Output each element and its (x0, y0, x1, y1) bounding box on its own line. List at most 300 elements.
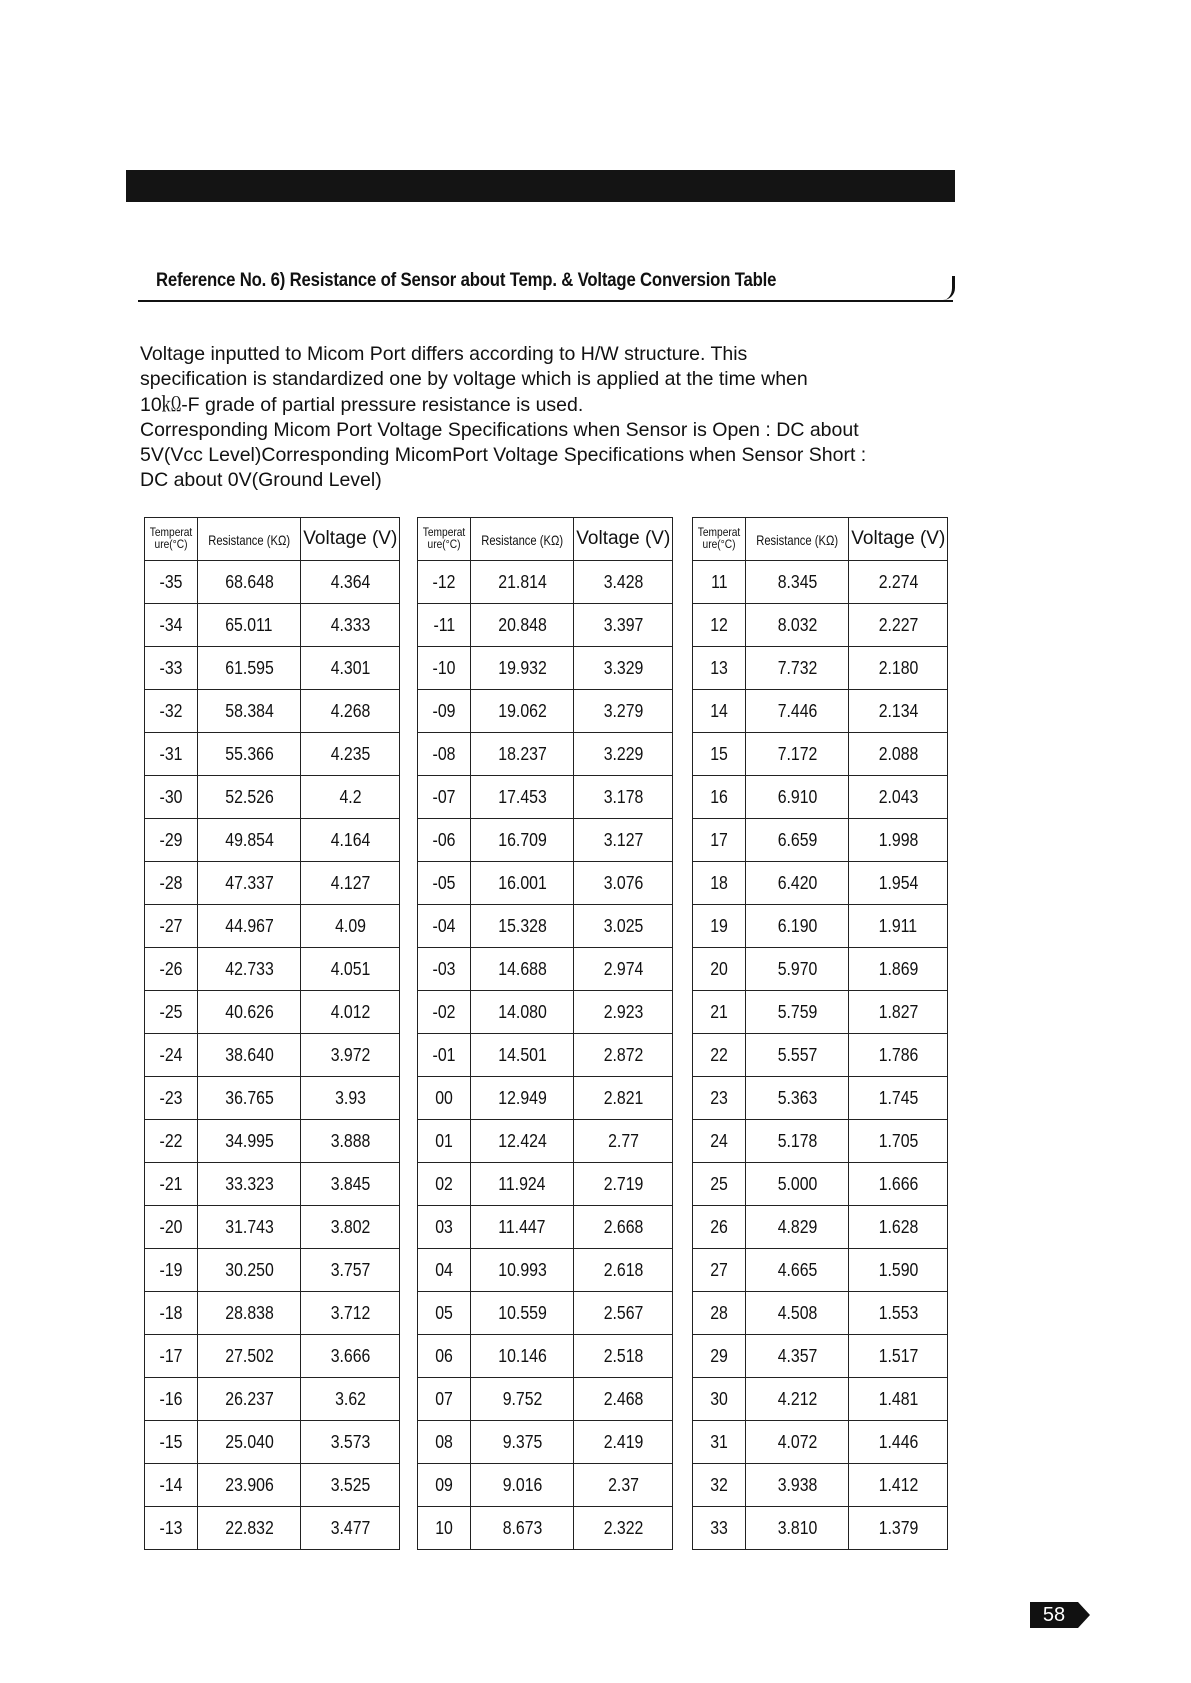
paragraph-line: specification is standardized one by voltage which is applied at the time when (140, 368, 808, 391)
cell-resistance (746, 776, 849, 819)
cell-resistance (198, 1507, 301, 1550)
cell-temperature (145, 862, 198, 905)
cell-voltage-value: 4.051 (330, 958, 371, 979)
table-row (145, 647, 400, 690)
header-voltage-label: Voltage (V) (576, 528, 671, 549)
cell-resistance (746, 862, 849, 905)
cell-voltage-value: 3.712 (330, 1302, 371, 1323)
table-row (418, 690, 673, 733)
cell-resistance-value: 27.502 (224, 1345, 274, 1366)
cell-voltage (301, 1034, 400, 1077)
cell-resistance (746, 647, 849, 690)
cell-resistance-value: 52.526 (224, 786, 274, 807)
cell-voltage (301, 647, 400, 690)
cell-voltage-value: 3.888 (330, 1130, 371, 1151)
table-row (145, 862, 400, 905)
cell-resistance (746, 1507, 849, 1550)
cell-temperature (693, 690, 746, 733)
cell-temperature (418, 561, 471, 604)
cell-temperature (145, 561, 198, 604)
cell-resistance-value: 6.190 (777, 915, 817, 936)
cell-temperature (693, 733, 746, 776)
cell-voltage (849, 690, 948, 733)
cell-resistance (471, 1206, 574, 1249)
table-header-row (145, 518, 400, 561)
cell-resistance-value: 10.993 (497, 1259, 547, 1280)
section-title: Reference No. 6) Resistance of Sensor about Temp. & Voltage Conversion Table (156, 270, 777, 291)
cell-voltage (574, 561, 673, 604)
cell-resistance-value: 6.659 (777, 829, 817, 850)
cell-voltage-value: 2.821 (603, 1087, 644, 1108)
cell-resistance (198, 905, 301, 948)
cell-resistance (746, 1120, 849, 1163)
cell-voltage (849, 733, 948, 776)
table-row (693, 647, 948, 690)
cell-temperature (418, 690, 471, 733)
cell-temperature (145, 1421, 198, 1464)
cell-temperature-value: 27 (710, 1259, 728, 1280)
header-voltage-label: Voltage (V) (851, 528, 946, 549)
cell-temperature-value: 22 (710, 1044, 728, 1065)
cell-voltage-value: 1.628 (878, 1216, 919, 1237)
cell-temperature (145, 1120, 198, 1163)
table-row (693, 1378, 948, 1421)
table-row (418, 1335, 673, 1378)
cell-temperature-value: 29 (710, 1345, 728, 1366)
cell-voltage (301, 733, 400, 776)
paragraph-line: Voltage inputted to Micom Port differs according to H/W structure. This (140, 343, 748, 365)
table-row (418, 948, 673, 991)
cell-voltage-value: 1.481 (878, 1388, 919, 1409)
cell-voltage-value: 3.397 (603, 614, 644, 635)
cell-voltage-value: 2.872 (603, 1044, 644, 1065)
table-row (145, 819, 400, 862)
paragraph-line: 10㏀-F grade of partial pressure resistance is used. (140, 393, 584, 416)
cell-voltage (849, 1034, 948, 1077)
cell-resistance-value: 22.832 (224, 1517, 274, 1538)
table-row (693, 948, 948, 991)
table-row (418, 1507, 673, 1550)
cell-voltage-value: 2.567 (603, 1302, 644, 1323)
cell-temperature-value: -25 (159, 1001, 183, 1022)
table-row (145, 1507, 400, 1550)
paragraph-line: 5V(Vcc Level)Corresponding MicomPort Voltage Specifications when Sensor Short : (140, 444, 867, 467)
cell-temperature-value: 18 (710, 872, 728, 893)
cell-resistance-value: 5.557 (777, 1044, 817, 1065)
cell-voltage (574, 1507, 673, 1550)
cell-resistance-value: 44.967 (224, 915, 274, 936)
cell-temperature-value: -10 (432, 657, 456, 678)
cell-voltage (301, 1163, 400, 1206)
cell-temperature-value: 21 (710, 1001, 728, 1022)
header-resistance (471, 518, 574, 561)
cell-voltage (301, 1464, 400, 1507)
cell-resistance-value: 61.595 (224, 657, 274, 678)
cell-resistance-value: 3.810 (777, 1517, 817, 1538)
cell-voltage-value: 3.573 (330, 1431, 371, 1452)
cell-resistance-value: 40.626 (224, 1001, 274, 1022)
cell-resistance-value: 11.924 (498, 1173, 546, 1194)
cell-voltage (574, 1034, 673, 1077)
table-row (145, 948, 400, 991)
cell-voltage-value: 2.923 (603, 1001, 644, 1022)
cell-temperature-value: 30 (710, 1388, 728, 1409)
cell-temperature-value: -24 (159, 1044, 183, 1065)
cell-resistance-value: 33.323 (224, 1173, 274, 1194)
cell-temperature-value: -18 (159, 1302, 183, 1323)
cell-voltage-value: 3.666 (330, 1345, 371, 1366)
cell-temperature-value: -21 (159, 1173, 183, 1194)
cell-resistance (471, 733, 574, 776)
table-row (418, 1077, 673, 1120)
cell-temperature-value: -17 (159, 1345, 183, 1366)
cell-voltage (574, 948, 673, 991)
cell-voltage-value: 1.745 (878, 1087, 919, 1108)
cell-voltage-value: 2.974 (603, 958, 644, 979)
table-row (145, 991, 400, 1034)
table-row (693, 1077, 948, 1120)
cell-voltage-value: 3.525 (330, 1474, 371, 1495)
cell-resistance (471, 948, 574, 991)
cell-temperature (418, 991, 471, 1034)
cell-voltage (301, 1206, 400, 1249)
cell-resistance-value: 16.001 (497, 872, 547, 893)
cell-voltage-value: 4.235 (330, 743, 371, 764)
cell-resistance-value: 28.838 (224, 1302, 274, 1323)
header-resistance-label: Resistance (KΩ) (756, 531, 839, 548)
cell-voltage (849, 647, 948, 690)
cell-temperature-value: -26 (159, 958, 183, 979)
header-temp-line1: Temperat (149, 524, 193, 539)
cell-temperature (693, 819, 746, 862)
cell-temperature-value: 32 (710, 1474, 728, 1495)
cell-resistance (746, 1206, 849, 1249)
cell-voltage-value: 1.869 (878, 958, 919, 979)
table-row (693, 561, 948, 604)
conversion-table-1 (144, 517, 400, 1550)
cell-resistance-value: 5.970 (777, 958, 817, 979)
cell-resistance-value: 19.062 (497, 700, 547, 721)
cell-resistance-value: 47.337 (224, 872, 274, 893)
header-voltage (574, 518, 673, 561)
cell-voltage (849, 905, 948, 948)
cell-temperature (145, 690, 198, 733)
table-row (418, 1206, 673, 1249)
cell-resistance (746, 991, 849, 1034)
cell-resistance (746, 1335, 849, 1378)
title-hook-decoration (940, 276, 955, 300)
cell-temperature-value: 00 (435, 1087, 453, 1108)
cell-voltage-value: 3.127 (603, 829, 644, 850)
cell-voltage-value: 2.180 (878, 657, 919, 678)
cell-voltage-value: 1.446 (878, 1431, 919, 1452)
cell-temperature (418, 1077, 471, 1120)
cell-voltage-value: 2.043 (878, 786, 919, 807)
cell-temperature-value: 14 (710, 700, 728, 721)
cell-voltage (301, 1421, 400, 1464)
cell-resistance (198, 647, 301, 690)
cell-resistance-value: 23.906 (224, 1474, 274, 1495)
cell-voltage (301, 1507, 400, 1550)
cell-voltage (574, 1077, 673, 1120)
description-paragraph (140, 342, 930, 494)
cell-voltage (849, 1335, 948, 1378)
cell-temperature (693, 1421, 746, 1464)
table-row (145, 1249, 400, 1292)
cell-resistance (198, 862, 301, 905)
cell-temperature (418, 647, 471, 690)
cell-voltage (574, 1292, 673, 1335)
cell-temperature (145, 1034, 198, 1077)
cell-temperature-value: -22 (159, 1130, 183, 1151)
cell-resistance (746, 733, 849, 776)
cell-voltage (849, 1077, 948, 1120)
cell-temperature-value: 15 (710, 743, 728, 764)
cell-voltage (574, 1378, 673, 1421)
table-row (145, 776, 400, 819)
cell-temperature (693, 862, 746, 905)
cell-temperature-value: 28 (710, 1302, 728, 1323)
cell-resistance-value: 14.501 (497, 1044, 547, 1065)
cell-voltage (849, 561, 948, 604)
cell-temperature (418, 1464, 471, 1507)
table-row (418, 604, 673, 647)
cell-voltage-value: 1.590 (878, 1259, 919, 1280)
cell-voltage-value: 1.954 (878, 872, 919, 893)
cell-temperature-value: 16 (710, 786, 728, 807)
table-row (693, 1335, 948, 1378)
cell-voltage-value: 3.229 (603, 743, 644, 764)
cell-voltage-value: 4.2 (339, 786, 362, 807)
cell-voltage (849, 948, 948, 991)
table-row (418, 1292, 673, 1335)
cell-resistance-value: 26.237 (224, 1388, 274, 1409)
cell-temperature-value: -19 (159, 1259, 183, 1280)
cell-voltage-value: 3.279 (603, 700, 644, 721)
table-row (693, 905, 948, 948)
cell-temperature-value: 23 (710, 1087, 728, 1108)
cell-resistance-value: 6.420 (777, 872, 817, 893)
cell-resistance (746, 1249, 849, 1292)
cell-voltage (849, 776, 948, 819)
cell-voltage-value: 1.998 (878, 829, 919, 850)
cell-resistance (746, 1464, 849, 1507)
cell-temperature (145, 991, 198, 1034)
cell-voltage-value: 4.268 (330, 700, 371, 721)
table-row (693, 1206, 948, 1249)
cell-temperature (145, 1378, 198, 1421)
cell-voltage-value: 2.719 (603, 1173, 644, 1194)
cell-resistance-value: 34.995 (224, 1130, 274, 1151)
cell-voltage (301, 819, 400, 862)
cell-temperature-value: 19 (710, 915, 728, 936)
cell-voltage (301, 1378, 400, 1421)
cell-temperature-value: 26 (710, 1216, 728, 1237)
cell-voltage-value: 3.93 (334, 1087, 366, 1108)
cell-voltage-value: 4.012 (330, 1001, 371, 1022)
cell-temperature-value: -20 (159, 1216, 183, 1237)
cell-resistance (746, 1034, 849, 1077)
cell-resistance-value: 4.829 (777, 1216, 817, 1237)
cell-temperature-value: -12 (432, 571, 456, 592)
title-underline (138, 300, 953, 302)
cell-resistance (471, 1120, 574, 1163)
cell-resistance (471, 991, 574, 1034)
cell-temperature-value: 24 (710, 1130, 728, 1151)
cell-resistance (746, 905, 849, 948)
cell-resistance (198, 1120, 301, 1163)
cell-voltage (849, 1378, 948, 1421)
cell-voltage (574, 862, 673, 905)
cell-temperature-value: 08 (435, 1431, 453, 1452)
cell-voltage-value: 2.37 (607, 1474, 639, 1495)
cell-voltage (574, 819, 673, 862)
cell-voltage-value: 2.134 (878, 700, 919, 721)
cell-resistance-value: 5.000 (777, 1173, 817, 1194)
cell-temperature-value: 05 (435, 1302, 453, 1323)
table-row (418, 1249, 673, 1292)
table-row (145, 1034, 400, 1077)
cell-voltage-value: 3.428 (603, 571, 644, 592)
cell-resistance (746, 1421, 849, 1464)
table-row (145, 1292, 400, 1335)
cell-temperature (145, 1464, 198, 1507)
cell-voltage-value: 3.757 (330, 1259, 371, 1280)
cell-resistance (198, 1077, 301, 1120)
cell-resistance-value: 14.080 (497, 1001, 547, 1022)
header-resistance (198, 518, 301, 561)
table-row (418, 1120, 673, 1163)
cell-temperature (418, 905, 471, 948)
header-voltage (849, 518, 948, 561)
cell-temperature-value: -05 (432, 872, 456, 893)
cell-resistance (198, 991, 301, 1034)
conversion-table-2 (417, 517, 673, 1550)
cell-voltage-value: 2.468 (603, 1388, 644, 1409)
cell-resistance-value: 38.640 (224, 1044, 274, 1065)
cell-voltage (301, 948, 400, 991)
cell-resistance-value: 7.732 (777, 657, 817, 678)
cell-temperature-value: -08 (432, 743, 456, 764)
cell-voltage (301, 690, 400, 733)
cell-temperature-value: -14 (159, 1474, 183, 1495)
cell-temperature (418, 1378, 471, 1421)
cell-resistance-value: 9.375 (502, 1431, 542, 1452)
cell-voltage (574, 647, 673, 690)
cell-temperature (418, 1249, 471, 1292)
cell-temperature-value: 33 (710, 1517, 728, 1538)
cell-resistance (198, 604, 301, 647)
cell-voltage (301, 776, 400, 819)
cell-resistance (746, 604, 849, 647)
cell-temperature-value: 04 (435, 1259, 453, 1280)
table-row (693, 1120, 948, 1163)
cell-temperature (693, 561, 746, 604)
table-row (145, 1077, 400, 1120)
cell-resistance (198, 819, 301, 862)
cell-voltage-value: 4.127 (330, 872, 371, 893)
cell-voltage-value: 2.322 (603, 1517, 644, 1538)
table-row (693, 819, 948, 862)
cell-resistance-value: 4.212 (777, 1388, 817, 1409)
cell-temperature (145, 1292, 198, 1335)
cell-temperature (418, 1163, 471, 1206)
cell-temperature-value: -09 (432, 700, 456, 721)
cell-temperature (145, 733, 198, 776)
table-row (418, 1378, 673, 1421)
cell-resistance (471, 1335, 574, 1378)
cell-temperature (145, 819, 198, 862)
cell-resistance-value: 5.759 (777, 1001, 817, 1022)
table-row (145, 733, 400, 776)
cell-resistance (746, 948, 849, 991)
table-row (418, 776, 673, 819)
cell-voltage-value: 3.802 (330, 1216, 371, 1237)
cell-resistance (198, 1163, 301, 1206)
cell-voltage-value: 2.668 (603, 1216, 644, 1237)
cell-voltage-value: 1.911 (879, 915, 918, 936)
cell-voltage-value: 4.364 (330, 571, 371, 592)
table-row (418, 1163, 673, 1206)
cell-voltage (849, 991, 948, 1034)
page-number: 58 (1030, 1602, 1078, 1628)
cell-temperature (693, 647, 746, 690)
cell-resistance-value: 9.752 (502, 1388, 542, 1409)
cell-temperature-value: -13 (159, 1517, 183, 1538)
cell-temperature (418, 776, 471, 819)
cell-temperature (418, 1507, 471, 1550)
cell-resistance-value: 42.733 (224, 958, 274, 979)
cell-voltage (574, 1421, 673, 1464)
cell-temperature (418, 604, 471, 647)
cell-resistance (471, 690, 574, 733)
table-row (418, 561, 673, 604)
cell-voltage-value: 4.333 (330, 614, 371, 635)
cell-temperature (418, 1335, 471, 1378)
cell-resistance-value: 12.949 (497, 1087, 547, 1108)
cell-resistance (198, 1206, 301, 1249)
header-temperature (418, 518, 471, 561)
table-row (418, 647, 673, 690)
cell-voltage (574, 1120, 673, 1163)
cell-temperature-value: -28 (159, 872, 183, 893)
cell-voltage (849, 1421, 948, 1464)
cell-voltage-value: 2.088 (878, 743, 919, 764)
table-row (145, 1120, 400, 1163)
cell-resistance (471, 1077, 574, 1120)
cell-voltage-value: 4.164 (330, 829, 371, 850)
header-temp-line1: Temperat (697, 524, 741, 539)
cell-resistance-value: 8.345 (777, 571, 817, 592)
cell-voltage-value: 4.301 (330, 657, 371, 678)
cell-voltage-value: 1.379 (878, 1517, 919, 1538)
cell-resistance-value: 20.848 (497, 614, 547, 635)
cell-voltage (574, 1249, 673, 1292)
table-row (145, 1421, 400, 1464)
table-row (418, 1034, 673, 1077)
cell-resistance-value: 49.854 (224, 829, 274, 850)
header-resistance (746, 518, 849, 561)
cell-temperature-value: -35 (159, 571, 183, 592)
table-row (418, 733, 673, 776)
cell-temperature (418, 1421, 471, 1464)
cell-resistance-value: 15.328 (497, 915, 547, 936)
cell-resistance-value: 11.447 (498, 1216, 546, 1237)
cell-temperature-value: 01 (435, 1130, 453, 1151)
cell-resistance-value: 21.814 (497, 571, 547, 592)
cell-temperature-value: -06 (432, 829, 456, 850)
conversion-table-3 (692, 517, 948, 1550)
